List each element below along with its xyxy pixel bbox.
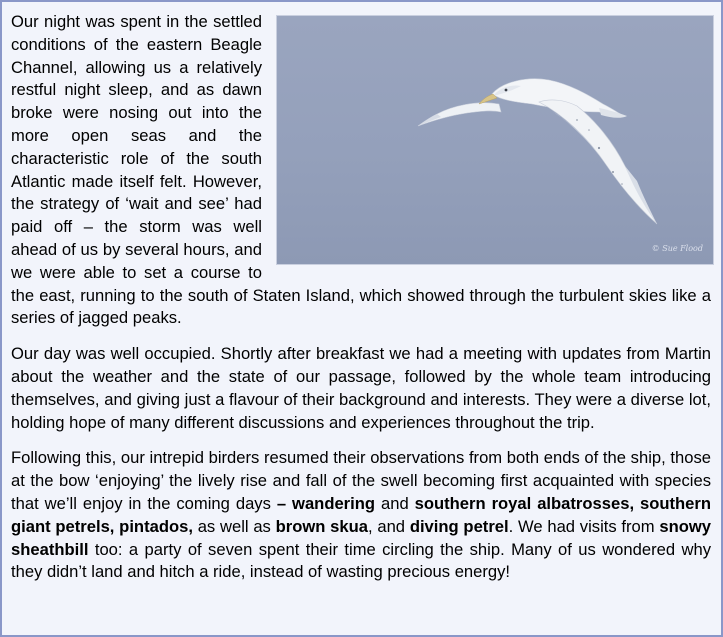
bird-names-albatrosses-petrels: southern royal albatrosses, southern giant petrels, pintados, [11,493,711,536]
photo-credit: © Sue Flood [651,244,703,254]
p3-text-1: Following this, our intrepid birders resumed their observations from both ends of the ship, those at the bow ‘enjoying’ the lively rise and fall of the swell becoming first acquainted with species that we’ll enjoy in the coming days [11,448,711,513]
article-body [11,11,711,597]
p3-text-6: too: a party of seven spent their time circling the ship. Many of us wondered why they didn’t land and hitch a ride, instead of wasting precious energy! [11,539,711,582]
p3-text-3: as well as [192,516,276,536]
bird-photo [276,15,714,265]
bird-name-wandering: – wandering [276,493,376,513]
p3-text-5: . We had visits from [508,516,660,536]
giant-petrel-icon [277,16,713,264]
paragraph-1: Our night was spent in the settled conditions of the eastern Beagle Channel, allowing us a relatively restful night sleep, and as dawn broke were nosing out into the more open seas and the characteristic role of the south Atlantic made itself felt. However, the strategy of ‘wait and see’ had paid off – the storm was well ahead of us by several hours, and we were able to set a course to the east, running to the south of Staten Island, which showed through the turbulent skies like a series of jagged peaks. [11,12,711,328]
p3-text-4: , and [367,516,410,536]
bird-name-brown-skua: brown skua [275,516,368,536]
bird-name-snowy-sheathbill: snowy sheathbill [11,516,712,559]
bird-name-diving-petrel: diving petrel [409,516,509,536]
paragraph-3 [11,447,711,584]
paragraph-2: Our day was well occupied. Shortly after breakfast we had a meeting with updates from Martin about the weather and the state of our passage, followed by the whole team introducing themselves, and giving just a flavour of their background and interests. They were a diverse lot, holding hope of many different discussions and experiences throughout the trip. [11,344,711,432]
p3-text-2: and [375,493,415,513]
